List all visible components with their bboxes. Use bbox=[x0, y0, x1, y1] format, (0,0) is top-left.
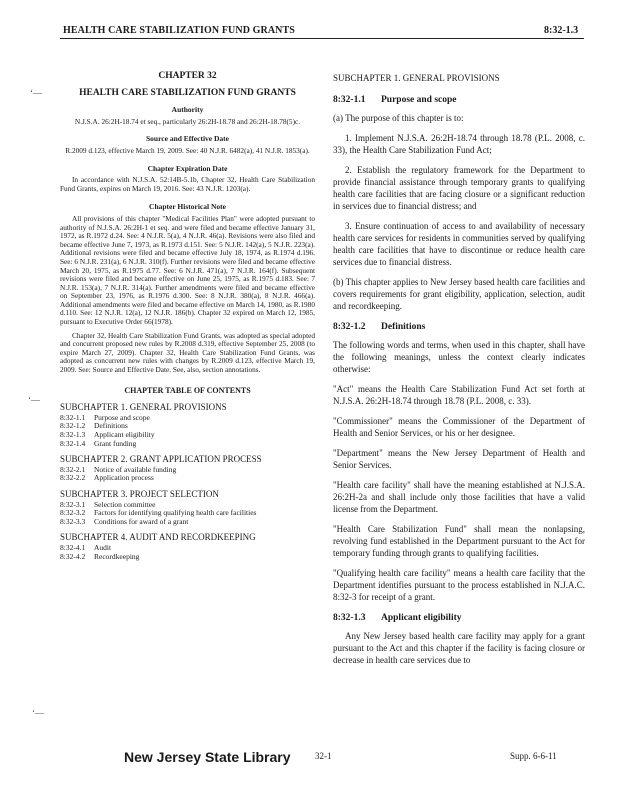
authority-heading: Authority bbox=[171, 105, 204, 115]
toc-number: 8:32-4.2 bbox=[60, 551, 86, 561]
left-column bbox=[60, 72, 315, 561]
toc-title: Conditions for award of a grant bbox=[94, 516, 189, 526]
toc-row[interactable] bbox=[60, 474, 315, 483]
section-title: Purpose and scope bbox=[381, 95, 457, 105]
toc-title: Factors for identifying qualifying health care facilities bbox=[94, 508, 257, 518]
toc-subchapter-title: SUBCHAPTER 4. AUDIT AND RECORDKEEPING bbox=[60, 532, 256, 543]
expiration-heading: Chapter Expiration Date bbox=[147, 163, 228, 173]
toc-number: 8:32-3.3 bbox=[60, 516, 86, 526]
chapter-title: HEALTH CARE STABILIZATION FUND GRANTS bbox=[79, 87, 296, 98]
toc-subchapter bbox=[60, 490, 315, 526]
section-number: 8:32-1.3 bbox=[333, 613, 366, 623]
toc-title: Purpose and scope bbox=[94, 412, 150, 422]
toc-number: 8:32-2.2 bbox=[60, 473, 86, 483]
authority-text: N.J.S.A. 26:2H-18.74 et seq., particularly 26:2H-18.78 and 26:2H-18.78(5)c. bbox=[74, 116, 301, 126]
definition: "Commissioner" means the Commissioner of the Department of Health and Senior Services, or his or her designee. bbox=[333, 416, 585, 438]
margin-mark: ‘— bbox=[28, 395, 40, 405]
toc-title: Notice of available funding bbox=[94, 464, 177, 474]
definition: "Health Care Stabilization Fund" shall mean the nonlapsing, revolving fund established in the Department pursuant to the Act for temporary funding through grants to qualifying facilities. bbox=[333, 524, 585, 558]
definition: "Health care facility" shall have the meaning established at N.J.S.A. 26:2H-2a and shall include only those facilities that have a valid license from the Department. bbox=[333, 480, 585, 514]
toc-row[interactable] bbox=[60, 518, 315, 527]
section-number: 8:32-1.1 bbox=[333, 95, 366, 105]
toc-number: 8:32-1.4 bbox=[60, 438, 86, 448]
section-title: Applicant eligibility bbox=[381, 613, 462, 623]
running-header-section: 8:32-1.3 bbox=[544, 25, 579, 36]
toc-title: Recordkeeping bbox=[94, 551, 140, 561]
toc-subchapter bbox=[60, 533, 315, 561]
subchapter-heading: SUBCHAPTER 1. GENERAL PROVISIONS bbox=[333, 73, 500, 83]
history-heading: Chapter Historical Note bbox=[149, 202, 226, 212]
toc-subchapter-title: SUBCHAPTER 2. GRANT APPLICATION PROCESS bbox=[60, 454, 262, 465]
paragraph: Any New Jersey based health care facility may apply for a grant pursuant to the Act and this chapter if the facility is facing closure or decrease in health care services due to bbox=[333, 631, 585, 665]
paragraph: (a) The purpose of this chapter is to: bbox=[333, 113, 464, 123]
toc-subchapter bbox=[60, 403, 315, 448]
toc-subchapter bbox=[60, 455, 315, 483]
toc-number: 8:32-2.1 bbox=[60, 464, 86, 474]
toc-title: Selection committee bbox=[94, 499, 156, 509]
toc-subchapter-title: SUBCHAPTER 3. PROJECT SELECTION bbox=[60, 488, 219, 499]
section-heading bbox=[333, 321, 585, 333]
toc-title: Application process bbox=[94, 473, 154, 483]
toc-title: Definitions bbox=[94, 421, 128, 431]
toc-row[interactable] bbox=[60, 440, 315, 449]
history-paragraph: All provisions of this chapter "Medical Facilities Plan" were adopted pursuant to authority of N.J.S.A. 26:2H-1 et seq. and were filed and became effective January 31, 1972, as R.1972 d.24. See: 4 N.J.R. 5(a), 4 N.J.R. 46(a). Revisions were also filed and became effective June 7, 1973, as R.1973 d.151. See: 5 N.J.R. 142(a), 5 N.J.R. 223(a). Additional revisions were filed and became effective July 18, 1974, as R.1974 d.196. See: 6 N.J.R. 231(a), 6 N.J.R. 310(f). Further revisions were filed and became effective March 20, 1975, as R.1975 d.77. See: 6 N.J.R. 471(a), 7 N.J.R. 164(f). Subsequent revisions were filed and became effective on June 25, 1975, as R.1975 d.183. See: 7 N.J.R. 153(a), 7 N.J.R. 314(a). Further amendments were filed and became effective on September 23, 1976, as R.1976 d.300. See: 8 N.J.R. 380(a), 8 N.J.R. 466(a). Additional amendments were filed and became effective on March 14, 1980, as R.1980 d.110. See: 12 N.J.R. 12(a), 12 N.J.R. 186(b). Chapter 32 expired on March 12, 1985, pursuant to Executive Order 66(1978). bbox=[60, 213, 315, 327]
source-text: R.2009 d.123, effective March 19, 2009. See: 40 N.J.R. 6482(a), 41 N.J.R. 1853(a). bbox=[65, 145, 310, 155]
paragraph: The following words and terms, when used in this chapter, shall have the following meanings, unless the context clearly indicates otherwise: bbox=[333, 340, 585, 374]
toc-number: 8:32-1.3 bbox=[60, 430, 86, 439]
chapter-number: CHAPTER 32 bbox=[158, 71, 217, 81]
right-column bbox=[333, 72, 585, 674]
section-heading bbox=[333, 612, 585, 624]
toc-title: Applicant eligibility bbox=[94, 430, 155, 439]
page-number: 32-1 bbox=[315, 751, 332, 761]
definition: "Department" means the New Jersey Department of Health and Senior Services. bbox=[333, 448, 585, 470]
header-rule bbox=[60, 38, 584, 39]
paragraph: (b) This chapter applies to New Jersey based health care facilities and covers requirements for grant eligibility, application, selection, audit and recordkeeping. bbox=[333, 277, 585, 311]
toc-number: 8:32-3.2 bbox=[60, 508, 86, 518]
section-heading bbox=[333, 94, 585, 106]
expiration-text: In accordance with N.J.S.A. 52:14B-5.1b, Chapter 32, Health Care Stabilization Fund Grants, expires on March 19, 2016. See: 43 N.J.R. 1203(a). bbox=[60, 175, 315, 193]
toc-number: 8:32-1.2 bbox=[60, 421, 86, 431]
toc-subchapter-title: SUBCHAPTER 1. GENERAL PROVISIONS bbox=[60, 402, 227, 413]
paragraph: 1. Implement N.J.S.A. 26:2H-18.74 through 18.78 (P.L. 2008, c. 33), the Health Care Stabilization Fund Act; bbox=[333, 133, 585, 155]
supplement-date: Supp. 6-6-11 bbox=[510, 751, 557, 761]
toc-title: Audit bbox=[94, 542, 112, 552]
running-header-title: HEALTH CARE STABILIZATION FUND GRANTS bbox=[63, 25, 295, 36]
paragraph: 3. Ensure continuation of access to and availability of necessary health care services for residents in communities served by qualifying health care facilities that have to discontinue or reduce health care services due to financial distress. bbox=[333, 221, 585, 267]
toc-number: 8:32-3.1 bbox=[60, 499, 86, 509]
history-paragraph: Chapter 32, Health Care Stabilization Fund Grants, was adopted as special adopted and concurrent proposed new rules by R.2008 d.319, effective September 25, 2008 (to expire March 27, 2009). Chapter 32, Health Care Stabilization Fund Grants, was adopted as concurrent new rules with changes by R.2009 d.123, effective March 19, 2009. See: Source and Effective Date. See, also, section annotations. bbox=[60, 330, 315, 375]
toc-title: Grant funding bbox=[94, 438, 137, 448]
section-number: 8:32-1.2 bbox=[333, 322, 366, 332]
definition: "Qualifying health care facility" means a health care facility that the Department identifies pursuant to the process established in N.J.A.C. 8:32-3 for receipt of a grant. bbox=[333, 568, 585, 602]
toc-number: 8:32-4.1 bbox=[60, 542, 86, 552]
source-heading: Source and Effective Date bbox=[146, 134, 229, 144]
toc-row[interactable] bbox=[60, 553, 315, 562]
toc-number: 8:32-1.1 bbox=[60, 412, 86, 422]
margin-mark: ‘— bbox=[32, 708, 44, 718]
margin-mark: ‘— bbox=[30, 88, 42, 98]
definition: "Act" means the Health Care Stabilization Fund Act set forth at N.J.S.A. 26:2H-18.74 through 18.78 (P.L. 2008, c. 33). bbox=[333, 384, 585, 406]
paragraph: 2. Establish the regulatory framework for the Department to provide financial assistance through temporary grants to qualifying health care facilities that are facing closure or a significant reduction in services due to financial distress; and bbox=[333, 165, 585, 211]
section-title: Definitions bbox=[381, 322, 426, 332]
library-stamp: New Jersey State Library bbox=[124, 749, 291, 765]
toc-heading: CHAPTER TABLE OF CONTENTS bbox=[124, 385, 251, 395]
